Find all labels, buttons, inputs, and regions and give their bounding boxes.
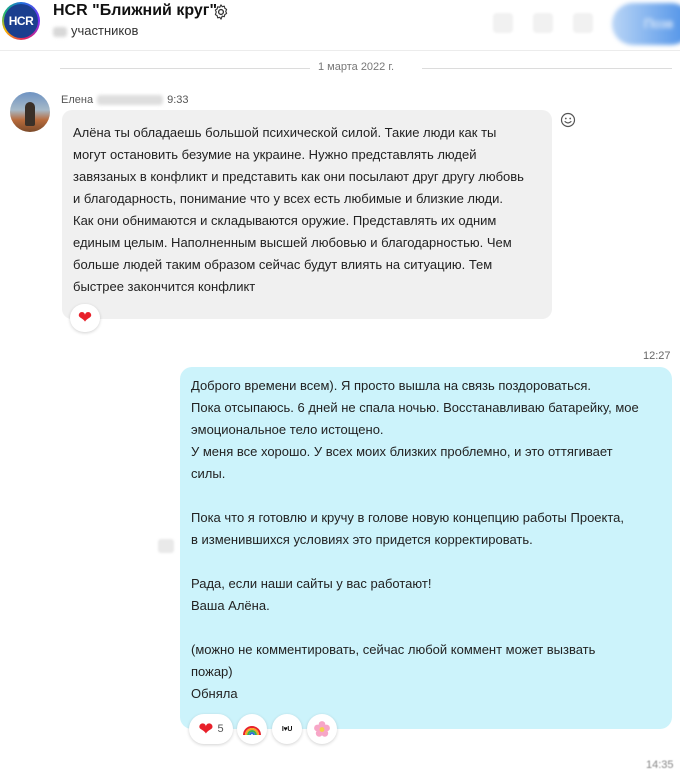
forward-icon[interactable] [158,539,174,553]
heart-reaction[interactable] [70,304,100,332]
sender-avatar[interactable] [10,92,50,132]
rainbow-icon [242,722,262,736]
divider-left [60,68,310,69]
reaction-heart-count: 5 [217,723,224,735]
reaction-i-love-you[interactable] [272,714,302,744]
avatar-figure [25,102,35,126]
sender-surname-blurred [97,95,163,105]
reaction-flower[interactable] [307,714,337,744]
group-title[interactable]: HCR "Ближний круг" [53,2,218,19]
gear-icon[interactable] [212,3,230,21]
date-separator [60,58,672,78]
divider-right [422,68,672,69]
outgoing-message-bubble[interactable] [180,367,672,729]
layout-icon[interactable] [533,13,553,33]
chat-header [0,0,680,51]
i-love-you-icon: I♥U [281,725,293,733]
incoming-message-text: Алёна ты обладаешь большой психической силой. Такие люди как ты могут остановить безумие на украине. Нужно представлять людей завязаных в конфликт и представить как они посылают друг другу любовь и благодарность, понимание что у всех есть любимые и близкие люди. Как они обнимаются и складываются оружие. Представлять их одним единым целым. Наполненным высшей любовью и благодарностью. Чем больше людей таким образом сейчас будут влиять на ситуацию. Тем быстрее закончится конфликт [73,125,524,294]
sender-name[interactable]: Елена [61,94,94,106]
video-icon[interactable] [493,13,513,33]
call-button[interactable] [612,3,680,45]
reaction-heart[interactable] [189,714,233,744]
group-avatar-text: HCR [4,4,38,38]
message-time: 9:33 [167,94,189,106]
heart-icon: ❤ [198,718,214,739]
outgoing-message-time: 12:27 [643,350,671,362]
sender-line [61,94,189,106]
members-number-blurred [53,27,67,37]
incoming-message-bubble[interactable] [62,110,552,319]
search-icon[interactable] [573,13,593,33]
members-label: участников [71,23,139,38]
heart-icon: ❤ [77,308,93,327]
call-button-label: Позв [644,16,674,31]
members-count [53,23,138,38]
date-separator-text: 1 марта 2022 г. [318,61,395,73]
add-reaction-icon[interactable] [560,112,576,128]
flower-icon [313,720,331,738]
reaction-rainbow[interactable] [237,714,267,744]
next-message-time: 14:35 [646,759,674,771]
outgoing-message-text: Доброго времени всем). Я просто вышла на связь поздороваться. Пока отсыпаюсь. 6 дней не спала ночью. Восстанавливаю батарейку, мое эмоциональное тело истощено. У меня все хорошо. У всех моих близких проблемно, и это оттягивает силы. Пока что я готовлю и кручу в голове новую концепцию работы Проекта, в изменившихся условиях это придется корректировать. Рада, если наши сайты у вас работают! Ваша Алёна. (можно не комментировать, сейчас любой коммент может вызвать пожар) Обняла [191,378,639,701]
group-avatar[interactable] [2,2,40,40]
